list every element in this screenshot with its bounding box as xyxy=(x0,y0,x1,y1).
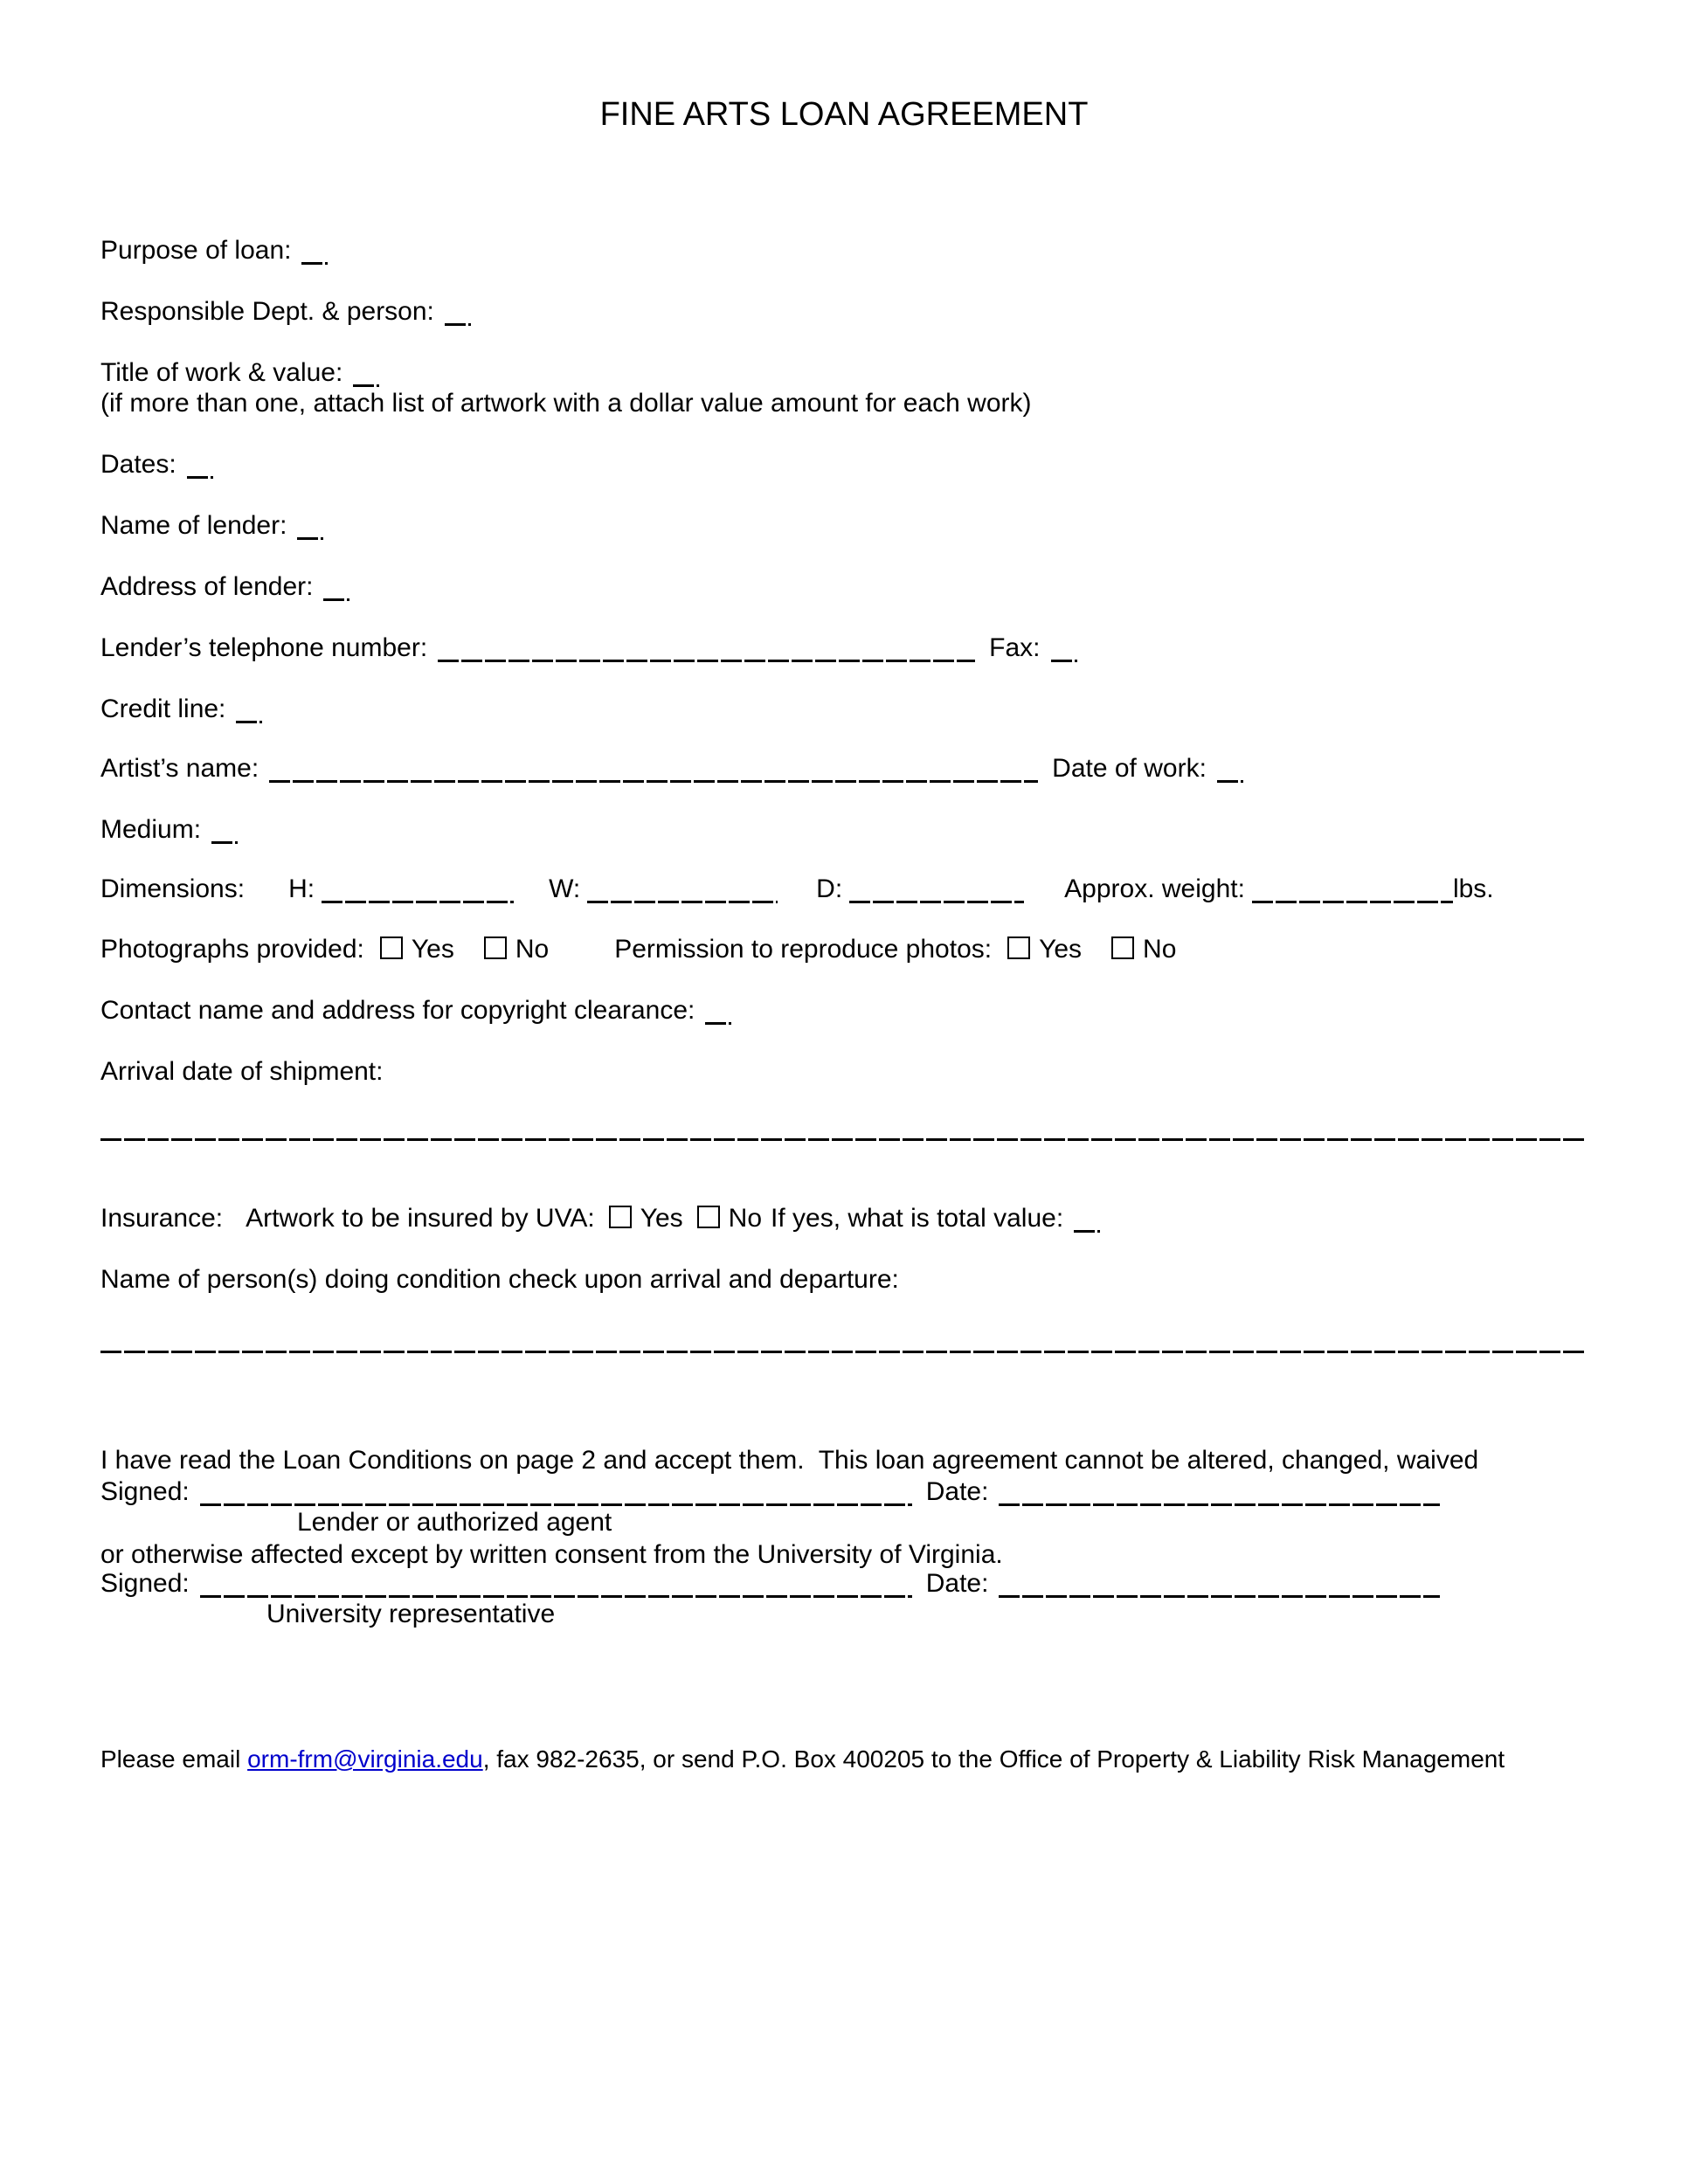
insurance-row xyxy=(100,1203,1586,1234)
condition-check-label: Name of person(s) doing condition check upon arrival and departure: xyxy=(100,1265,899,1294)
phone-fax-row xyxy=(100,632,1586,664)
university-rep-caption-row xyxy=(100,1599,1586,1630)
total-value-label: If yes, what is total value: xyxy=(771,1204,1064,1233)
arrival-date-line[interactable] xyxy=(100,1138,1586,1141)
lbs-label: lbs. xyxy=(1452,874,1494,903)
dimensions-row xyxy=(100,874,1586,905)
signature-lender-row xyxy=(100,1476,1586,1508)
date-of-work-label: Date of work: xyxy=(1052,754,1207,783)
credit-line-row xyxy=(100,694,1586,725)
page-title: FINE ARTS LOAN AGREEMENT xyxy=(599,96,1089,133)
purpose-of-loan-label: Purpose of loan: xyxy=(100,236,292,265)
photographs-provided-label: Photographs provided: xyxy=(100,935,364,964)
permission-reproduce-label: Permission to reproduce photos: xyxy=(614,935,993,964)
dimension-w-label: W: xyxy=(549,874,581,903)
permission-reproduce-yes-label: Yes xyxy=(1039,935,1083,964)
insured-by-uva-label: Artwork to be insured by UVA: xyxy=(246,1204,595,1233)
permission-reproduce-no-label: No xyxy=(1143,935,1177,964)
dates-row xyxy=(100,449,1586,480)
title-of-work-row xyxy=(100,357,1586,389)
footer-note-row xyxy=(100,1744,1586,1775)
condition-check-line[interactable] xyxy=(100,1351,1586,1353)
copyright-contact-row xyxy=(100,995,1586,1026)
insured-by-uva-yes-checkbox[interactable] xyxy=(609,1206,632,1228)
agreement-line-1: I have read the Loan Conditions on page 2 and accept them. This loan agreement cannot be altered, changed, waived xyxy=(100,1446,1479,1475)
date-of-work-line[interactable] xyxy=(1217,780,1243,783)
lender-name-line[interactable] xyxy=(297,537,323,540)
dates-line[interactable] xyxy=(187,476,213,479)
lender-address-row xyxy=(100,571,1586,603)
signed-label: Signed: xyxy=(100,1477,190,1506)
dates-label: Dates: xyxy=(100,450,176,479)
dimension-h-label: H: xyxy=(288,874,315,903)
date-label: Date: xyxy=(925,1477,989,1506)
lender-name-row xyxy=(100,510,1586,542)
artist-name-line[interactable] xyxy=(269,780,1038,783)
artist-name-row xyxy=(100,753,1586,784)
signed-label-2: Signed: xyxy=(100,1569,190,1598)
title-of-work-label: Title of work & value: xyxy=(100,358,343,387)
medium-label: Medium: xyxy=(100,815,202,844)
university-signature-line[interactable] xyxy=(200,1595,912,1598)
photographs-provided-yes-checkbox[interactable] xyxy=(380,936,403,959)
date-label-2: Date: xyxy=(925,1569,989,1598)
insured-by-uva-no-label: No xyxy=(728,1204,763,1233)
credit-line-label: Credit line: xyxy=(100,695,226,723)
approx-weight-label: Approx. weight: xyxy=(1064,874,1245,903)
photographs-provided-no-label: No xyxy=(515,935,550,964)
insured-by-uva-no-checkbox[interactable] xyxy=(697,1206,720,1228)
footer-note-pre: Please email xyxy=(100,1745,248,1773)
lender-agent-caption: Lender or authorized agent xyxy=(297,1508,612,1537)
total-value-line[interactable] xyxy=(1074,1230,1100,1233)
title-of-work-note: (if more than one, attach list of artwork with a dollar value amount for each work) xyxy=(100,389,1032,418)
title-of-work-line[interactable] xyxy=(353,384,379,387)
purpose-of-loan-row xyxy=(100,235,1586,266)
footer-note-post: , fax 982-2635, or send P.O. Box 400205 to the Office of Property & Liability Risk Management xyxy=(482,1745,1505,1773)
credit-line-line[interactable] xyxy=(236,721,262,723)
arrival-date-row xyxy=(100,1056,1586,1088)
email-link[interactable]: orm-frm@virginia.edu xyxy=(247,1745,483,1773)
permission-reproduce-no-checkbox[interactable] xyxy=(1111,936,1134,959)
fax-line[interactable] xyxy=(1051,660,1077,662)
photographs-row xyxy=(100,934,1586,965)
lender-signature-line[interactable] xyxy=(200,1503,912,1506)
university-signature-date-line[interactable] xyxy=(999,1595,1440,1598)
insured-by-uva-yes-label: Yes xyxy=(640,1204,683,1233)
signature-university-row xyxy=(100,1568,1586,1600)
responsible-dept-line[interactable] xyxy=(445,323,471,326)
fax-label: Fax: xyxy=(989,633,1041,662)
condition-check-row xyxy=(100,1264,1586,1296)
lender-address-label: Address of lender: xyxy=(100,572,314,601)
medium-row xyxy=(100,814,1586,846)
photographs-provided-yes-label: Yes xyxy=(411,935,454,964)
copyright-contact-label: Contact name and address for copyright clearance: xyxy=(100,996,695,1025)
lender-address-line[interactable] xyxy=(323,598,349,601)
permission-reproduce-yes-checkbox[interactable] xyxy=(1007,936,1030,959)
dimension-d-label: D: xyxy=(816,874,843,903)
responsible-dept-row xyxy=(100,296,1586,328)
lender-name-label: Name of lender: xyxy=(100,511,287,540)
photographs-provided-no-checkbox[interactable] xyxy=(484,936,507,959)
purpose-of-loan-line[interactable] xyxy=(301,262,328,265)
title-of-work-note-row xyxy=(100,388,1586,419)
arrival-date-label: Arrival date of shipment: xyxy=(100,1057,384,1086)
lender-signature-date-line[interactable] xyxy=(999,1503,1440,1506)
approx-weight-line[interactable] xyxy=(1252,901,1453,903)
agreement-line-2: or otherwise affected except by written consent from the University of Virginia. xyxy=(100,1540,1003,1569)
dimension-d-line[interactable] xyxy=(849,901,1024,903)
university-representative-caption: University representative xyxy=(266,1600,556,1628)
artist-name-label: Artist’s name: xyxy=(100,754,259,783)
medium-line[interactable] xyxy=(211,841,238,844)
lender-phone-line[interactable] xyxy=(438,660,975,662)
lender-phone-label: Lender’s telephone number: xyxy=(100,633,428,662)
responsible-dept-label: Responsible Dept. & person: xyxy=(100,297,434,326)
dimensions-label: Dimensions: xyxy=(100,874,246,903)
insurance-label: Insurance: xyxy=(100,1204,224,1233)
dimension-w-line[interactable] xyxy=(587,901,778,903)
dimension-h-line[interactable] xyxy=(322,901,514,903)
lender-agent-caption-row xyxy=(100,1507,1586,1538)
copyright-contact-line[interactable] xyxy=(705,1022,731,1025)
